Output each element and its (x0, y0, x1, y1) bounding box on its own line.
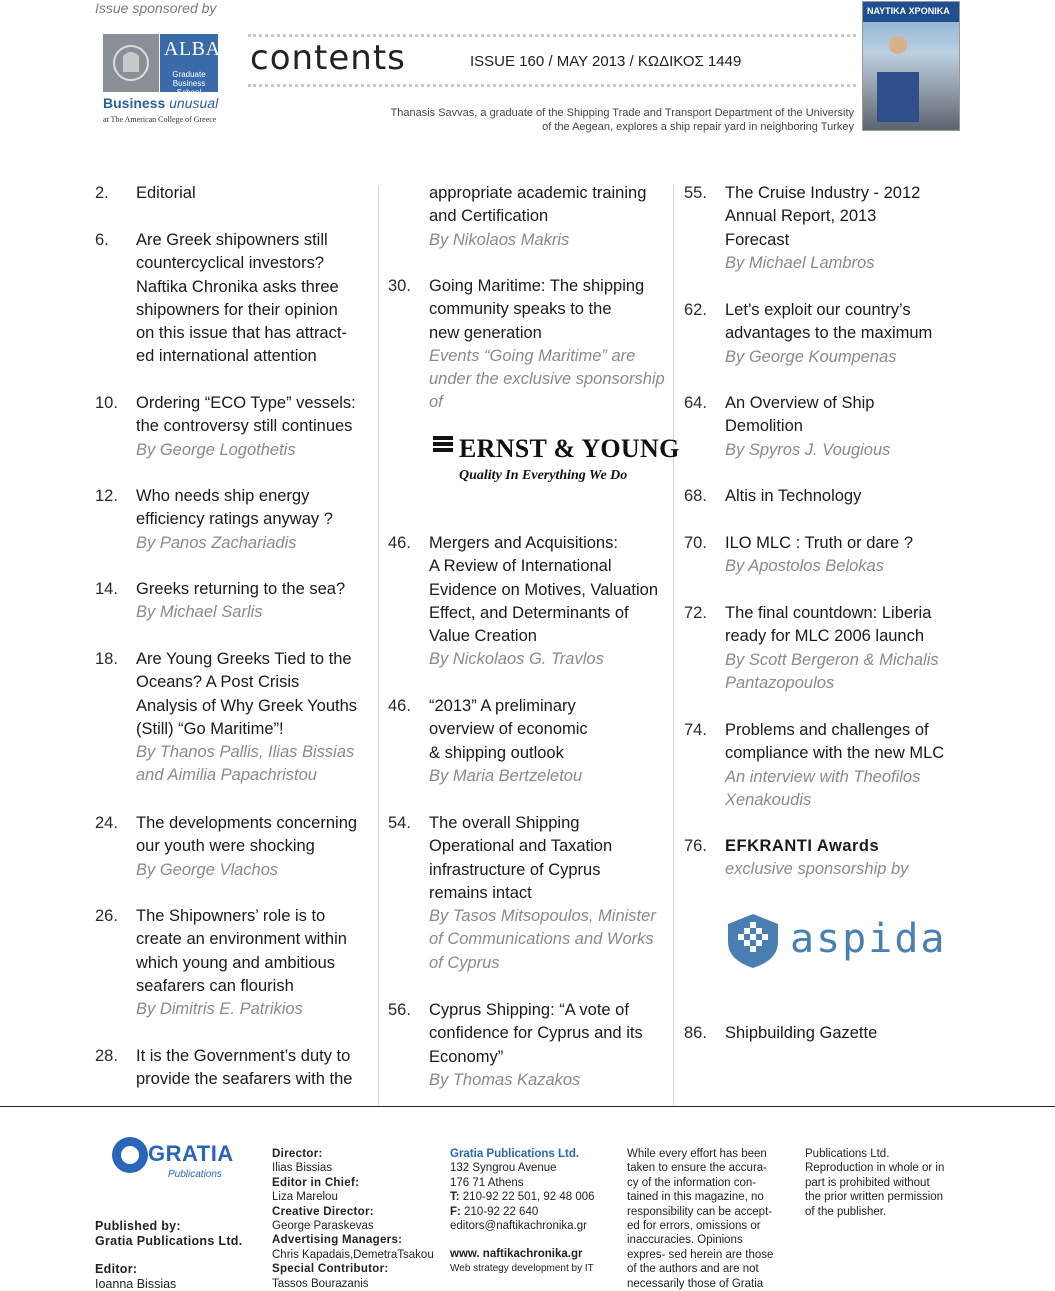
website-link[interactable]: www. naftikachronika.gr (450, 1248, 583, 1261)
entry-title: overview of economic (429, 720, 588, 739)
page-number: 2. (95, 184, 109, 202)
entry-byline: By Michael Lambros (725, 253, 875, 272)
gratia-g-icon (112, 1137, 148, 1173)
disclaimer-line: necessarily those of Gratia (627, 1277, 764, 1290)
web-credit: Web strategy development by IT (450, 1262, 594, 1274)
page-number: 56. (388, 1001, 411, 1019)
entry-title: The Cruise Industry - 2012 (725, 184, 921, 202)
entry-title: & shipping outlook (429, 743, 564, 762)
entry-byline: Xenakoudis (725, 790, 812, 809)
entry-title: A Review of International (429, 557, 612, 576)
page-number: 46. (388, 534, 411, 552)
aspida-logo[interactable] (724, 910, 954, 974)
disclaimer-line: While every effort has been (627, 1148, 767, 1160)
entry-title: Effect, and Determinants of (429, 603, 629, 622)
entry-title: efficiency ratings anyway ? (136, 510, 333, 529)
entry-title: Altis in Technology (725, 487, 862, 505)
entry-title: confidence for Cyprus and its (429, 1024, 643, 1043)
entry-title: Economy” (429, 1047, 504, 1066)
disclaimer-line: tained in this magazine, no (627, 1191, 764, 1204)
contact-block (450, 1147, 595, 1276)
staff-value: Tassos Bourazanis (272, 1277, 369, 1290)
address-line: 132 Syngrou Avenue (450, 1162, 557, 1175)
entry-title: Mergers and Acquisitions: (429, 534, 618, 552)
entry-title: The final countdown: Liberia (725, 604, 932, 622)
entry-title: “2013” A preliminary (429, 697, 576, 715)
entry-title: Evidence on Motives, Valuation (429, 580, 658, 599)
entry-title: Operational and Taxation (429, 837, 613, 856)
entry-byline: By Panos Zachariadis (136, 533, 297, 552)
cover-thumbnail[interactable] (862, 1, 960, 131)
entry-title: provide the seafarers with the (136, 1070, 353, 1089)
published-by-value: Gratia Publications Ltd. (95, 1233, 243, 1248)
page-number: 46. (388, 697, 411, 715)
entry-title: Let’s exploit our country’s (725, 301, 911, 319)
entry-title: Forecast (725, 230, 790, 249)
entry-title: advantages to the maximum (725, 324, 933, 343)
ey-bars-icon (433, 436, 453, 458)
entry-title: the controversy still continues (136, 417, 353, 436)
page-number: 64. (684, 394, 707, 412)
entry-byline: Events “Going Maritime” are (429, 346, 636, 365)
entry-title: Demolition (725, 417, 803, 436)
cover-magazine-name: ΝΑΥΤΙΚΑ ΧΡΟΝΙΚΑ (867, 6, 950, 16)
page-number: 12. (95, 487, 118, 505)
disclaimer-line: inaccuracies. Opinions (627, 1234, 743, 1247)
dotted-rule-top (248, 34, 856, 37)
page-number: 74. (684, 721, 707, 739)
page-number: 24. (95, 814, 118, 832)
published-by-label: Published by: (95, 1219, 181, 1233)
entry-byline: of Cyprus (429, 953, 500, 972)
entry-title: ready for MLC 2006 launch (725, 627, 925, 646)
alba-emblem-icon (103, 34, 159, 92)
entry-title: The Shipowners’ role is to (136, 907, 326, 925)
staff-label: Advertising Managers: (272, 1234, 403, 1247)
entry-title: Are Young Greeks Tied to the (136, 650, 352, 668)
page-number: 14. (95, 580, 118, 598)
aspida-name: aspida (790, 916, 947, 962)
editor-label: Editor: (95, 1262, 138, 1276)
disclaimer-line: ed for errors, omissions or (627, 1220, 761, 1233)
staff-label: Editor in Chief: (272, 1176, 360, 1189)
cover-caption (300, 106, 854, 134)
column-divider-2 (673, 185, 674, 1105)
page-number: 72. (684, 604, 707, 622)
entry-title: Who needs ship energy (136, 487, 310, 505)
ey-name: ERNST & YOUNG (459, 434, 680, 463)
entry-title: compliance with the new MLC (725, 744, 945, 763)
disclaimer-line: part is prohibited without (805, 1176, 930, 1189)
gratia-subtitle: Publications (168, 1169, 222, 1180)
entry-title: on this issue that has attract- (136, 324, 347, 343)
entry-title: community speaks to the (429, 300, 612, 319)
alba-logo (103, 34, 221, 126)
entry-byline: By Nickolaos G. Travlos (429, 650, 604, 669)
entry-byline: By George Logothetis (136, 440, 296, 459)
entry-byline: under the exclusive sponsorship of (429, 370, 665, 412)
page-number: 10. (95, 394, 118, 412)
issue-line: ISSUE 160 / MAY 2013 / ΚΩΔΙΚΟΣ 1449 (470, 53, 742, 70)
email-link[interactable]: editors@naftikachronika.gr (450, 1220, 587, 1233)
entry-title: Problems and challenges of (725, 721, 929, 739)
cover-caption-line-2: of the Aegean, explores a ship repair yard in neighboring Turkey (542, 121, 854, 133)
alba-blue-panel (160, 34, 221, 97)
entry-title: Value Creation (429, 627, 537, 646)
disclaimer-line: Publications Ltd. (805, 1148, 890, 1160)
page-number: 30. (388, 277, 411, 295)
entry-title: Going Maritime: The shipping (429, 277, 645, 295)
entry-byline: By Thomas Kazakos (429, 1070, 581, 1089)
entry-title: Editorial (136, 184, 196, 202)
disclaimer-line: of the authors and are not (627, 1263, 759, 1276)
entry-title: Naftika Chronika asks three (136, 277, 339, 296)
entry-byline: exclusive sponsorship by (725, 860, 909, 879)
entry-title: Ordering “ECO Type” vessels: (136, 394, 356, 412)
page-number: 54. (388, 814, 411, 832)
entry-title: infrastructure of Cyprus (429, 860, 601, 879)
entry-title: ed international attention (136, 347, 317, 366)
entry-title: and Certification (429, 207, 549, 226)
staff-label: Director: (272, 1148, 323, 1160)
cover-person (881, 50, 915, 110)
entry-title: Analysis of Why Greek Youths (136, 696, 358, 715)
entry-title: new generation (429, 323, 542, 342)
aspida-shield-icon (724, 912, 782, 970)
dotted-rule-bottom (248, 84, 856, 87)
entry-title: appropriate academic training (429, 184, 647, 202)
entry-title: Shipbuilding Gazette (725, 1024, 878, 1042)
entry-title: our youth were shocking (136, 837, 315, 856)
entry-byline: An interview with Theofilos (725, 767, 921, 786)
entry-byline: By Maria Bertzeletou (429, 766, 583, 785)
page-number: 70. (684, 534, 707, 552)
ey-tagline: Quality In Everything We Do (459, 468, 628, 483)
disclaimer-block-1 (627, 1147, 787, 1291)
page-number: 28. (95, 1047, 118, 1065)
entry-byline: By George Vlachos (136, 860, 279, 879)
fax: F: 210-92 22 640 (450, 1205, 539, 1218)
alba-subtitle: Graduate Business School (172, 70, 206, 97)
page-number: 86. (684, 1024, 707, 1042)
entry-title: Greeks returning to the sea? (136, 580, 346, 598)
alba-tagline: Business unusual (103, 95, 219, 111)
disclaimer-block-2 (805, 1147, 965, 1219)
phone: T: 210-92 22 501, 92 48 006 (450, 1191, 595, 1204)
entry-title: The overall Shipping (429, 814, 580, 832)
disclaimer-line: of the publisher. (805, 1205, 887, 1218)
entry-byline: By Michael Sarlis (136, 603, 263, 622)
entry-title: remains intact (429, 883, 532, 902)
entry-title: Oceans? A Post Crisis (136, 673, 300, 692)
staff-value: George Paraskevas (272, 1220, 374, 1233)
entry-title: It is the Government’s duty to (136, 1047, 351, 1065)
entry-title: Are Greek shipowners still (136, 231, 328, 249)
entry-title: countercyclical investors? (136, 254, 324, 273)
disclaimer-line: expres- sed herein are those (627, 1248, 774, 1261)
entry-byline: By Spyros J. Vougious (725, 440, 891, 459)
disclaimer-line: responsibility can be accept- (627, 1205, 773, 1218)
staff-value: Chris Kapadais,DemetraTsakou (272, 1248, 434, 1261)
company-name: Gratia Publications Ltd. (450, 1148, 580, 1160)
entry-title: Annual Report, 2013 (725, 207, 877, 226)
staff-block (272, 1147, 434, 1291)
publisher-block (95, 1219, 243, 1291)
page-number: 62. (684, 301, 707, 319)
page-title: contents (250, 38, 406, 78)
cover-caption-line-1: Thanasis Savvas, a graduate of the Shipping Trade and Transport Department of the University (390, 107, 854, 119)
entry-byline: and Aimilia Papachristou (136, 766, 317, 785)
page-number: 76. (684, 837, 707, 855)
entry-title: create an environment within (136, 930, 347, 949)
entry-byline: By Thanos Pallis, Ilias Bissias (136, 743, 355, 762)
entry-byline: Pantazopoulos (725, 673, 835, 692)
entry-byline: By Dimitris E. Patrikios (136, 1000, 303, 1019)
page-number: 68. (684, 487, 707, 505)
entry-byline: By Tasos Mitsopoulos, Minister (429, 907, 656, 926)
address-line: 176 71 Athens (450, 1176, 524, 1189)
disclaimer-line: cy of the information con- (627, 1176, 757, 1189)
alba-institution: at The American College of Greece (103, 115, 217, 124)
entry-title: shipowners for their opinion (136, 300, 338, 319)
entry-byline: By Apostolos Belokas (725, 557, 884, 576)
disclaimer-line: the prior written permission (805, 1191, 944, 1204)
gratia-name: GRATIA (148, 1141, 234, 1166)
entry-byline: By George Koumpenas (725, 347, 897, 366)
staff-value: Liza Marelou (272, 1191, 338, 1204)
disclaimer-line: Reproduction in whole or in (805, 1162, 945, 1175)
entry-byline: of Communications and Works (429, 930, 654, 949)
staff-value: Ilias Bissias (272, 1162, 333, 1175)
entry-title: ILO MLC : Truth or dare ? (725, 534, 913, 552)
entry-title: Cyprus Shipping: “A vote of (429, 1001, 629, 1019)
page-number: 26. (95, 907, 118, 925)
entry-title: seafarers can flourish (136, 976, 294, 995)
entry-byline: By Nikolaos Makris (429, 230, 570, 249)
gratia-logo[interactable] (112, 1135, 232, 1185)
sponsored-label: Issue sponsored by (95, 0, 217, 16)
page-number: 6. (95, 231, 109, 249)
footer-rule (0, 1106, 1055, 1107)
entry-title: (Still) “Go Maritime”! (136, 719, 284, 738)
entry-title: An Overview of Ship (725, 394, 875, 412)
page-number: 55. (684, 184, 707, 202)
editor-value: Ioanna Bissias (95, 1276, 177, 1291)
column-divider-1 (378, 185, 379, 1105)
entry-title: The developments concerning (136, 814, 358, 832)
staff-label: Creative Director: (272, 1205, 374, 1218)
ernst-young-logo[interactable] (433, 434, 680, 494)
entry-title: which young and ambitious (136, 953, 336, 972)
staff-label: Special Contributor: (272, 1263, 389, 1276)
disclaimer-line: taken to ensure the accura- (627, 1162, 767, 1175)
page-number: 18. (95, 650, 118, 668)
entry-byline: By Scott Bergeron & Michalis (725, 650, 939, 669)
alba-name: ALBA (164, 38, 221, 60)
entry-title: EFKRANTI Awards (725, 837, 880, 855)
